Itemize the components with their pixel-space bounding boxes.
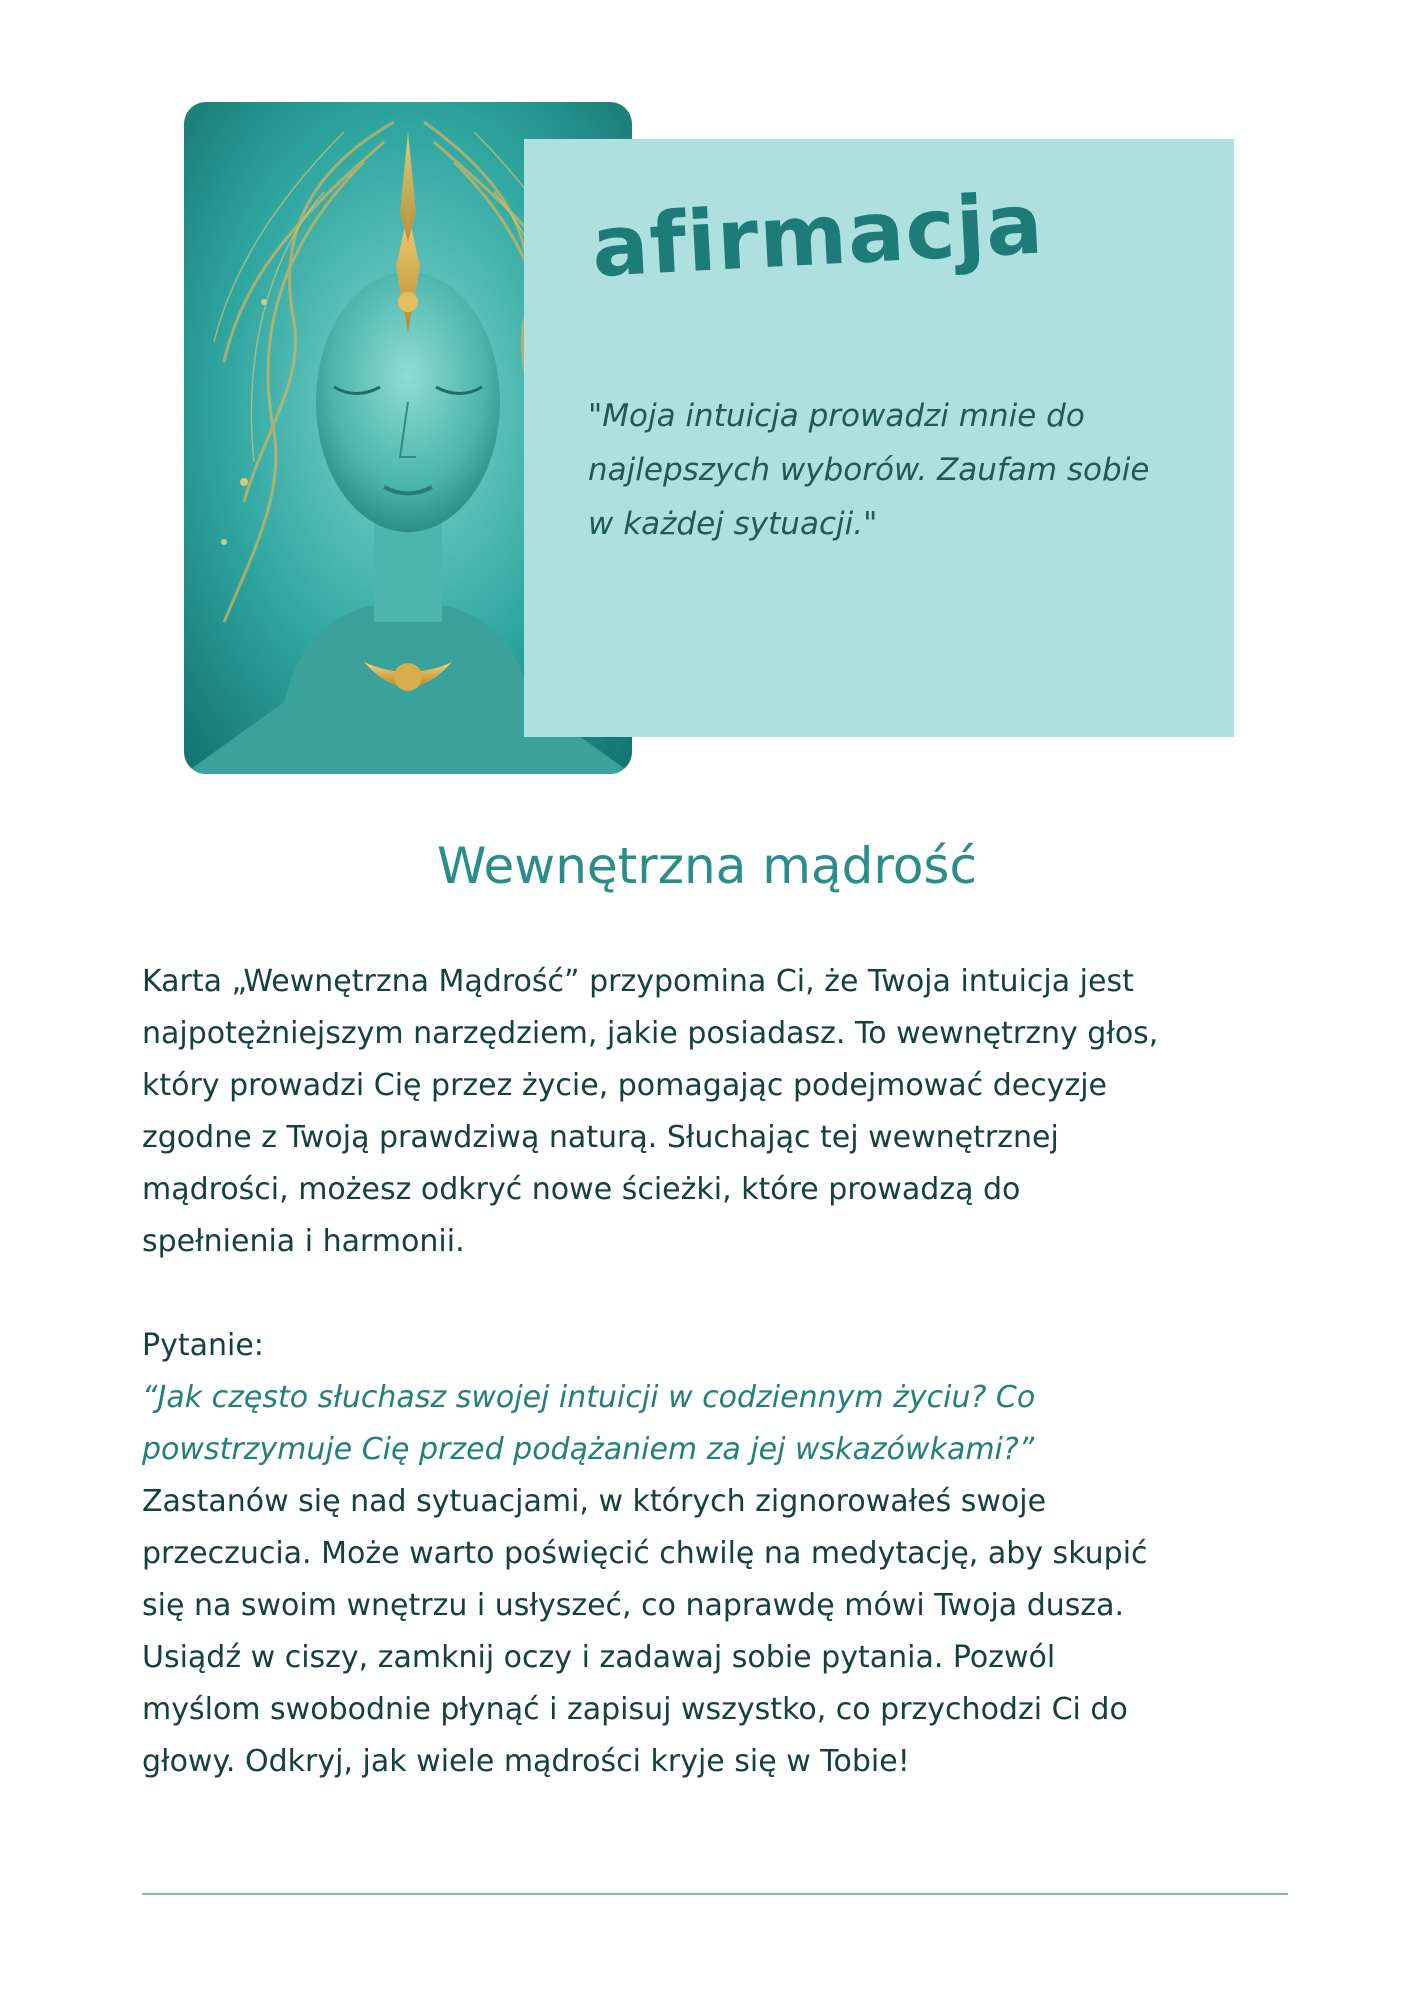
footer-divider xyxy=(142,1893,1288,1895)
affirmation-title: afirmacja xyxy=(589,174,1046,296)
card-description: Karta „Wewnętrzna Mądrość” przypomina Ci, że Twoja intuicja jest najpotężniejszym narzędziem, jakie posiadasz. To wewnętrzny głos, który prowadzi Cię przez życie, pomagając podejmować decyzje zgodne z Twoją prawdziwą naturą. Słuchając tej wewnętrznej mądrości, możesz odkryć nowe ścieżki, które prowadzą do spełnienia i harmonii. xyxy=(142,964,1159,1259)
affirmation-quote: "Moja intuicja prowadzi mnie do najlepszych wyborów. Zaufam sobie w każdej sytuacji." xyxy=(588,398,1150,542)
affirmation-panel xyxy=(524,139,1234,737)
question-label: Pytanie: xyxy=(142,1328,264,1363)
question-text: “Jak często słuchasz swojej intuicji w codziennym życiu? Co powstrzymuje Cię przed podążaniem za jej wskazówkami?” xyxy=(142,1380,1036,1467)
card-title: Wewnętrzna mądrość xyxy=(437,837,977,895)
reflection-text: Zastanów się nad sytuacjami, w których zignorowałeś swoje przeczucia. Może warto poświęcić chwilę na medytację, aby skupić się na swoim wnętrzu i usłyszeć, co naprawdę mówi Twoja dusza. Usiądź w ciszy, zamknij oczy i zadawaj sobie pytania. Pozwól myślom swobodnie płynąć i zapisuj wszystko, co przychodzi Ci do głowy. Odkryj, jak wiele mądrości kryje się w Tobie! xyxy=(142,1484,1148,1779)
